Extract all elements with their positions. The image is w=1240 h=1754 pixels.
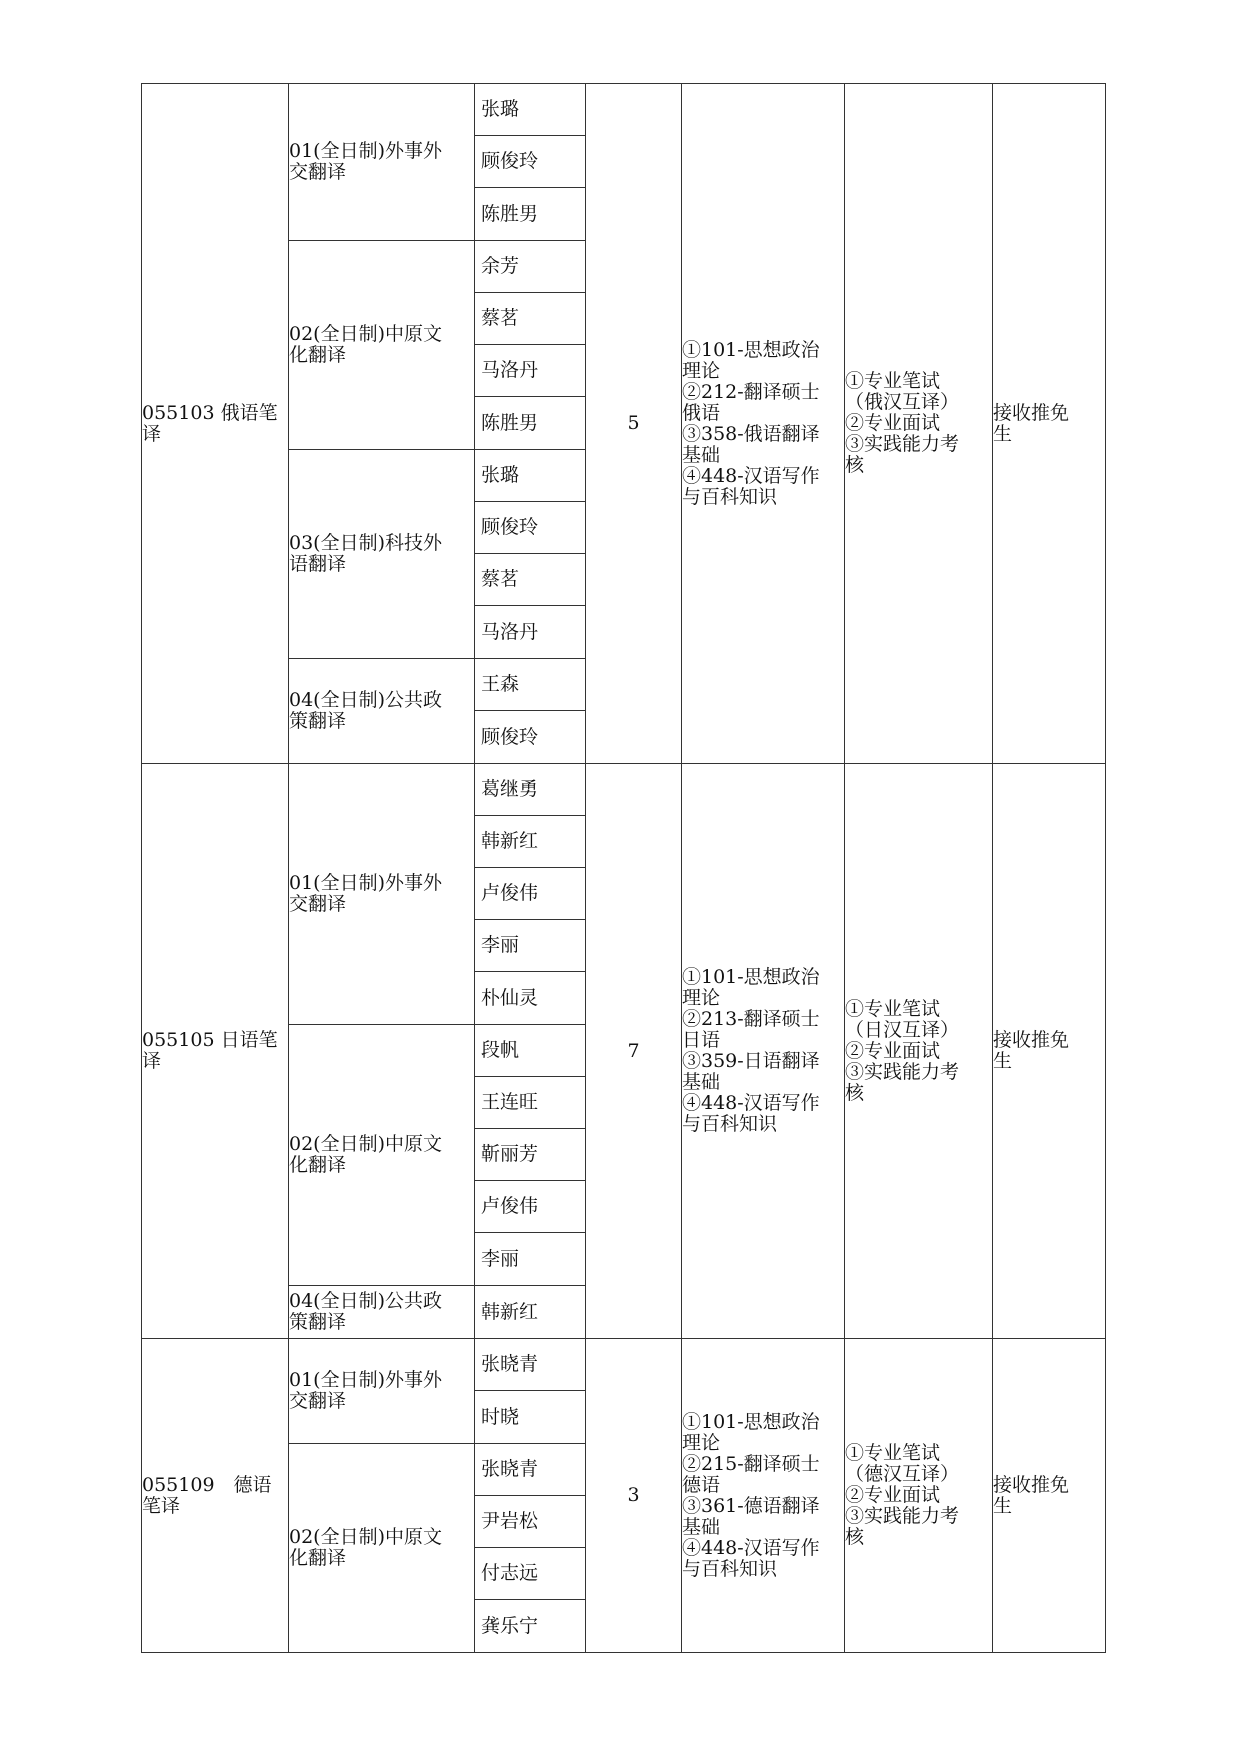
exam-subjects	[682, 84, 845, 764]
teacher-list	[475, 1444, 585, 1652]
teacher-name: 王连旺	[475, 1077, 585, 1129]
retest-line: （德汉互译）	[845, 1463, 960, 1485]
direction-name: 策翻译	[289, 1311, 347, 1333]
exam-subject-line: ②215-翻译硕士	[682, 1452, 820, 1475]
teacher-name: 韩新红	[475, 816, 585, 868]
retest-line: ②专业面试	[845, 412, 941, 434]
teacher-name: 陈胜男	[481, 202, 539, 225]
exam-subject-line: ③359-日语翻译	[682, 1050, 820, 1072]
direction-cell	[289, 1339, 475, 1444]
exam-subject-line: 与百科知识	[682, 1113, 778, 1135]
exam-subject-line: ④448-汉语写作	[682, 1536, 820, 1559]
teacher-name: 顾俊玲	[475, 502, 585, 554]
direction-cell	[289, 450, 475, 659]
teachers-cell	[475, 450, 586, 659]
major-name: 055109 德语	[142, 1473, 272, 1496]
teacher-list	[475, 1025, 585, 1285]
enrollment-table	[141, 83, 1106, 1653]
teacher-list	[475, 764, 585, 1024]
retest-line: 核	[845, 1526, 865, 1548]
retest-line: ②专业面试	[845, 1484, 941, 1506]
direction-name: 交翻译	[289, 893, 347, 915]
teacher-list	[475, 450, 585, 658]
exam-subject-line: ④448-汉语写作	[682, 464, 820, 487]
remark-line: 生	[993, 422, 1013, 445]
remark-cell	[993, 1339, 1106, 1653]
retest-line: ③实践能力考	[845, 1060, 960, 1083]
teacher-name: 张璐	[475, 450, 585, 502]
teacher-name: 顾俊玲	[475, 136, 585, 188]
direction-cell	[289, 1444, 475, 1653]
direction-name: 03(全日制)科技外	[289, 532, 443, 554]
teachers-cell	[475, 241, 586, 450]
direction-name: 交翻译	[289, 1390, 347, 1412]
remark-cell	[993, 764, 1106, 1339]
exam-subject-line: 俄语	[682, 401, 721, 424]
retest-line: ③实践能力考	[845, 433, 960, 455]
exam-subject-line: 与百科知识	[682, 485, 778, 508]
teacher-name: 蔡茗	[475, 554, 585, 606]
table-row	[142, 764, 1106, 1025]
retest-line: 核	[845, 1081, 865, 1104]
teacher-name: 陈胜男	[481, 411, 539, 434]
teacher-name: 龚乐宁	[481, 1614, 539, 1637]
direction-name: 01(全日制)外事外	[289, 872, 443, 894]
direction-name: 02(全日制)中原文	[289, 1526, 443, 1548]
major-cell	[142, 1339, 289, 1653]
exam-subject-line: ②213-翻译硕士	[682, 1008, 820, 1030]
teacher-name: 葛继勇	[475, 764, 585, 816]
direction-name: 04(全日制)公共政	[289, 1290, 443, 1312]
direction-cell	[289, 1286, 475, 1339]
teachers-cell	[475, 764, 586, 1025]
remark-line: 接收推免	[993, 401, 1070, 424]
direction-cell	[289, 241, 475, 450]
table-row	[142, 84, 1106, 241]
direction-name: 02(全日制)中原文	[289, 1133, 443, 1155]
teacher-name: 韩新红	[481, 1300, 539, 1323]
direction-name: 语翻译	[289, 553, 347, 575]
retest-line: ①专业笔试	[845, 1442, 941, 1464]
exam-subjects	[682, 1339, 845, 1653]
direction-name: 04(全日制)公共政	[289, 689, 443, 711]
major-name: 译	[142, 1050, 162, 1072]
table-row	[142, 1339, 1106, 1444]
exam-subject-line: ④448-汉语写作	[682, 1092, 820, 1114]
teacher-name: 李丽	[481, 1247, 520, 1270]
direction-name: 策翻译	[289, 710, 347, 732]
exam-subject-line: ②212-翻译硕士	[682, 380, 820, 403]
remark-line: 生	[993, 1050, 1013, 1072]
exam-subject-line: ①101-思想政治	[682, 1410, 820, 1433]
teacher-name: 张晓青	[475, 1444, 585, 1496]
retest-content	[845, 84, 993, 764]
direction-cell	[289, 1025, 475, 1286]
teachers-cell	[475, 659, 586, 764]
remark-line: 接收推免	[993, 1473, 1070, 1496]
exam-subject-line: 理论	[682, 1431, 721, 1454]
exam-subject-line: 基础	[682, 1515, 721, 1538]
enrollment-count: 3	[586, 1339, 682, 1653]
major-cell	[142, 764, 289, 1339]
retest-line: （俄汉互译）	[845, 391, 960, 413]
direction-name: 化翻译	[289, 1154, 347, 1176]
direction-name: 01(全日制)外事外	[289, 140, 443, 162]
retest-line: ①专业笔试	[845, 370, 941, 392]
direction-name: 交翻译	[289, 161, 347, 183]
major-cell	[142, 84, 289, 764]
direction-name: 化翻译	[289, 344, 347, 366]
teacher-name: 马洛丹	[475, 345, 585, 397]
teacher-list	[475, 84, 585, 240]
teachers-cell	[475, 1025, 586, 1286]
exam-subject-line: ①101-思想政治	[682, 966, 820, 988]
teachers-cell	[475, 84, 586, 241]
teacher-name: 马洛丹	[481, 620, 539, 643]
teacher-name: 尹岩松	[475, 1496, 585, 1548]
enrollment-count: 7	[586, 764, 682, 1339]
teacher-name: 张璐	[475, 84, 585, 136]
retest-line: （日汉互译）	[845, 1018, 960, 1041]
retest-line: ①专业笔试	[845, 997, 941, 1020]
direction-cell	[289, 764, 475, 1025]
teacher-name: 靳丽芳	[475, 1129, 585, 1181]
direction-name: 02(全日制)中原文	[289, 323, 443, 345]
teacher-name: 蔡茗	[475, 293, 585, 345]
retest-line: 核	[845, 454, 865, 476]
exam-subject-line: 与百科知识	[682, 1557, 778, 1580]
teacher-name: 余芳	[475, 241, 585, 293]
retest-line: ③实践能力考	[845, 1505, 960, 1527]
teacher-name: 时晓	[481, 1405, 520, 1428]
retest-content	[845, 1339, 993, 1653]
retest-content	[845, 764, 993, 1339]
teachers-cell	[475, 1444, 586, 1653]
teacher-name: 卢俊伟	[475, 868, 585, 920]
teacher-name: 卢俊伟	[475, 1181, 585, 1233]
teachers-cell	[475, 1339, 586, 1444]
remark-line: 接收推免	[993, 1029, 1070, 1051]
teacher-name: 段帆	[475, 1025, 585, 1077]
enrollment-count: 5	[586, 84, 682, 764]
major-name: 055103 俄语笔	[142, 401, 278, 424]
teacher-list	[475, 1286, 585, 1338]
teacher-name: 王森	[475, 659, 585, 711]
exam-subject-line: ③358-俄语翻译	[682, 422, 820, 445]
direction-cell	[289, 659, 475, 764]
major-name: 笔译	[142, 1494, 181, 1517]
teacher-list	[475, 1339, 585, 1443]
remark-cell	[993, 84, 1106, 764]
exam-subject-line: 基础	[682, 1071, 721, 1093]
exam-subject-line: ③361-德语翻译	[682, 1494, 820, 1517]
exam-subject-line: ①101-思想政治	[682, 338, 820, 361]
exam-subject-line: 基础	[682, 443, 721, 466]
exam-subject-line: 德语	[682, 1473, 721, 1496]
teacher-name: 朴仙灵	[481, 986, 539, 1009]
teacher-list	[475, 241, 585, 449]
remark-line: 生	[993, 1494, 1013, 1517]
exam-subject-line: 理论	[682, 359, 721, 382]
exam-subject-line: 日语	[682, 1029, 721, 1051]
exam-subjects	[682, 764, 845, 1339]
teacher-name: 李丽	[475, 920, 585, 972]
teacher-name: 顾俊玲	[481, 725, 539, 748]
major-name: 055105 日语笔	[142, 1029, 278, 1051]
exam-subject-line: 理论	[682, 987, 721, 1009]
direction-name: 01(全日制)外事外	[289, 1369, 443, 1391]
major-name: 译	[142, 422, 162, 445]
teacher-name: 付志远	[475, 1548, 585, 1600]
teachers-cell	[475, 1286, 586, 1339]
direction-name: 化翻译	[289, 1547, 347, 1569]
direction-cell	[289, 84, 475, 241]
teacher-list	[475, 659, 585, 763]
teacher-name: 张晓青	[475, 1339, 585, 1391]
retest-line: ②专业面试	[845, 1039, 941, 1062]
